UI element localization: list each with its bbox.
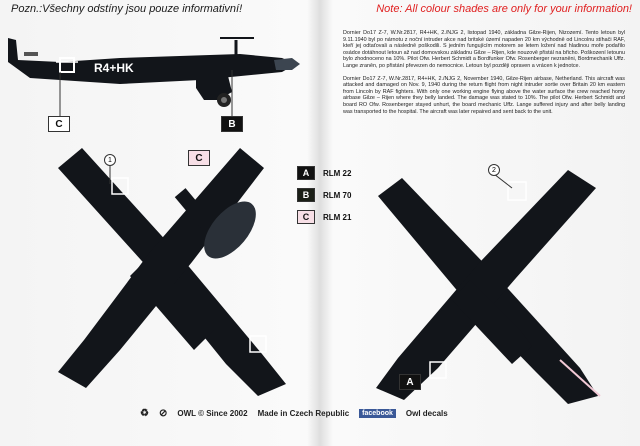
legend-row-a — [297, 166, 351, 180]
footer-decals: Owl decals — [405, 409, 448, 418]
legend-swatch-c: C — [297, 210, 315, 224]
badge-c-top: C — [188, 150, 210, 166]
side-code-text: R4+HK — [94, 61, 134, 75]
legend-label-a: RLM 22 — [323, 168, 352, 178]
description-czech: Dornier Do17 Z-7, W.Nr.2817, R4+HK, 2./NJG 2, listopad 1940, základna Gilze-Rijen, Nizozemí. Tento letoun byl 9.11.1940 byl po nárnotu z noční intruder akce nad britské území napaden 20 km východně od Lincolnu stíhači RAF, kteří jej odtaťovali a následně poškodili. S jedním fungujícím motorem se letem ložení nad hladinou moře podařilo osádce dotáhnout letoun až nad domovskou základnu Gilze – Rijen, kde nouzově přistál na břicho. Poškození letounu bylo zhodnoceno na 10%. Pilot Ofw. Herbert Schmidt a Bordfunker Ofw. Rosenberger nezraněni, Bordmechanik Uffz. Lange zraněn, po přistání převezen do nemocnice. Letoun byl později opraven a vrácen k jednotce. — [343, 30, 625, 69]
description-english: Dornier Do17 Z-7, W.Nr.2817, R4+HK, 2./NJG 2, November 1940, Gilze-Rijen airbase, Netherland. This aircraft was attacked and damaged on Nov. 9, 1940 during the return flight from night intruder sortie over Britain 20 km eastern from Lincoln by RAF fighters. With only one working engine flying above the water surface the crew reached homy airbase Gilze – Rijen where they belly landed. The damage was stated to 10%. The pilot Ofw. Herbert Schmidt and board RO Ofw. Rosenberger stayed unhurt, the board mechanic Uffz. Lange suffered injury and after belly landing was transported to the hospital. The aircraft was later repaired and sent back to the unit. — [343, 75, 625, 115]
legend-swatch-b: B — [297, 188, 315, 202]
badge-b-side: B — [221, 116, 243, 132]
badge-c-side: C — [48, 116, 70, 132]
no-child-icon: ⊘ — [158, 408, 168, 419]
callout-2: 2 — [488, 164, 500, 176]
legend-swatch-a: A — [297, 166, 315, 180]
footer — [140, 408, 448, 419]
footer-made-in: Made in Czech Republic — [257, 409, 350, 418]
recycle-icon: ♻ — [140, 408, 149, 419]
description-block — [343, 30, 625, 115]
side-view-aircraft — [8, 38, 300, 107]
bottom-view-aircraft — [376, 170, 598, 404]
footer-brand: OWL © Since 2002 — [177, 409, 248, 418]
legend-label-b: RLM 70 — [323, 190, 352, 200]
legend-row-c — [297, 210, 351, 224]
facebook-badge: facebook — [359, 409, 396, 418]
legend-label-c: RLM 21 — [323, 212, 352, 222]
legend-row-b — [297, 188, 351, 202]
callout-1: 1 — [104, 154, 116, 166]
note-english: Note: All colour shades are only for your information! — [376, 3, 632, 15]
note-czech: Pozn.:Všechny odstíny jsou pouze informativní! — [11, 3, 243, 15]
top-view-aircraft — [58, 148, 286, 396]
badge-a-bottom: A — [399, 374, 421, 390]
